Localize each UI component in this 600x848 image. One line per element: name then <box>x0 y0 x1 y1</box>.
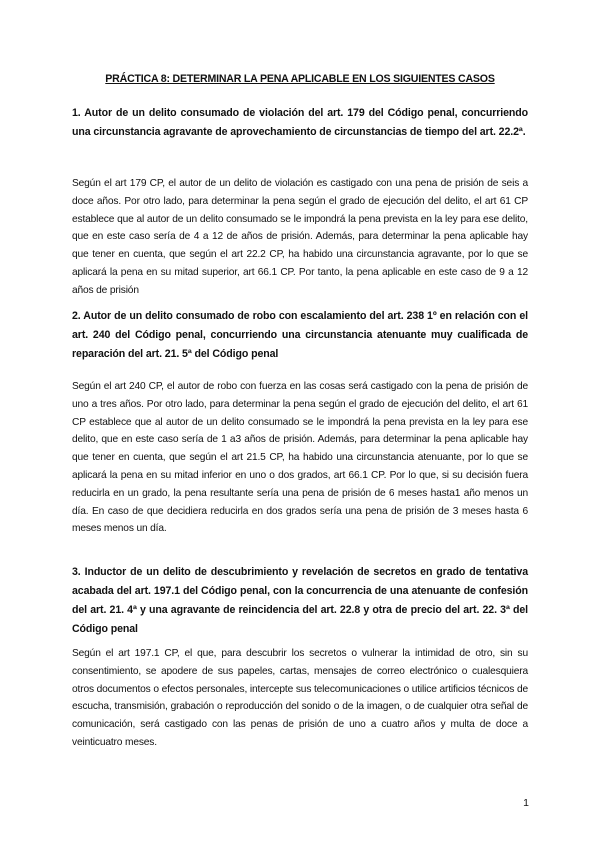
section-2-body: Según el art 240 CP, el autor de robo con fuerza en las cosas será castigado con la pena de prisión de uno a tres años. Por otro lado, para determinar la pena según el grado de ejecución del delito, el art 61 CP establece que al autor de un delito consumado se le impondrá la pena prevista en la ley para ese delito, que en este caso sería de 1 a3 años de prisión. Además, para determinar la pena aplicable hay que tener en cuenta, que según el art 21.5 CP, ha habido una circunstancia atenuante, por lo que se aplicará la pena en su mitad inferior en uno o dos grados, art 66.1 CP. Por lo que, si su decisión fuera reducirla en un grado, la pena resultante sería una pena de prisión de 6 meses hasta1 año menos un día. En caso de que decidiera reducirla en dos grados sería una pena de prisión de 3 meses hasta 6 meses menos un día. <box>72 381 528 535</box>
section-1-heading: 1. Autor de un delito consumado de violación del art. 179 del Código penal, concurriendo una circunstancia agravante de aprovechamiento de circunstancias de tiempo del art. 22.2ª. <box>72 107 528 138</box>
section-3-body: Según el art 197.1 CP, el que, para descubrir los secretos o vulnerar la intimidad de otro, sin su consentimiento, se apodere de sus papeles, cartas, mensajes de correo electrónico o cualesquiera otros documentos o efectos personales, intercepte sus telecomunicaciones o utilice artificios técnicos de escucha, transmisión, grabación o reproducción del sonido o de la imagen, o de cualquier otra señal de comunicación, será castigado con las penas de prisión de uno a cuatro años y multa de doce a veinticuatro meses. <box>72 648 528 748</box>
section-3-heading: 3. Inductor de un delito de descubrimiento y revelación de secretos en grado de tentativa acabada del art. 197.1 del Código penal, con la concurrencia de una atenuante de confesión del art. 21. 4ª y una agravante de reincidencia del art. 22.8 y otra de precio del art. 22. 3ª del Código penal <box>72 566 528 635</box>
page-number: 1 <box>523 797 529 809</box>
section-2-heading: 2. Autor de un delito consumado de robo con escalamiento del art. 238 1º en relación con el art. 240 del Código penal, concurriendo una circunstancia atenuante muy cualificada de reparación del art. 21. 5ª del Código penal <box>72 310 528 360</box>
document-title: PRÁCTICA 8: DETERMINAR LA PENA APLICABLE EN LOS SIGUIENTES CASOS <box>105 73 495 85</box>
section-1-body: Según el art 179 CP, el autor de un delito de violación es castigado con una pena de prisión de seis a doce años. Por otro lado, para determinar la pena según el grado de ejecución del delito, el art 61 CP establece que al autor de un delito consumado se le impondrá la pena prevista en la ley para ese delito, que en este caso sería de 4 a 12 de años de prisión. Además, para determinar la pena aplicable hay que tener en cuenta, que según el art 22.2 CP, ha habido una circunstancia agravante, por lo que se aplicará la pena en su mitad superior, art 66.1 CP. Por tanto, la pena aplicable en este caso de 9 a 12 años de prisión <box>72 178 528 296</box>
